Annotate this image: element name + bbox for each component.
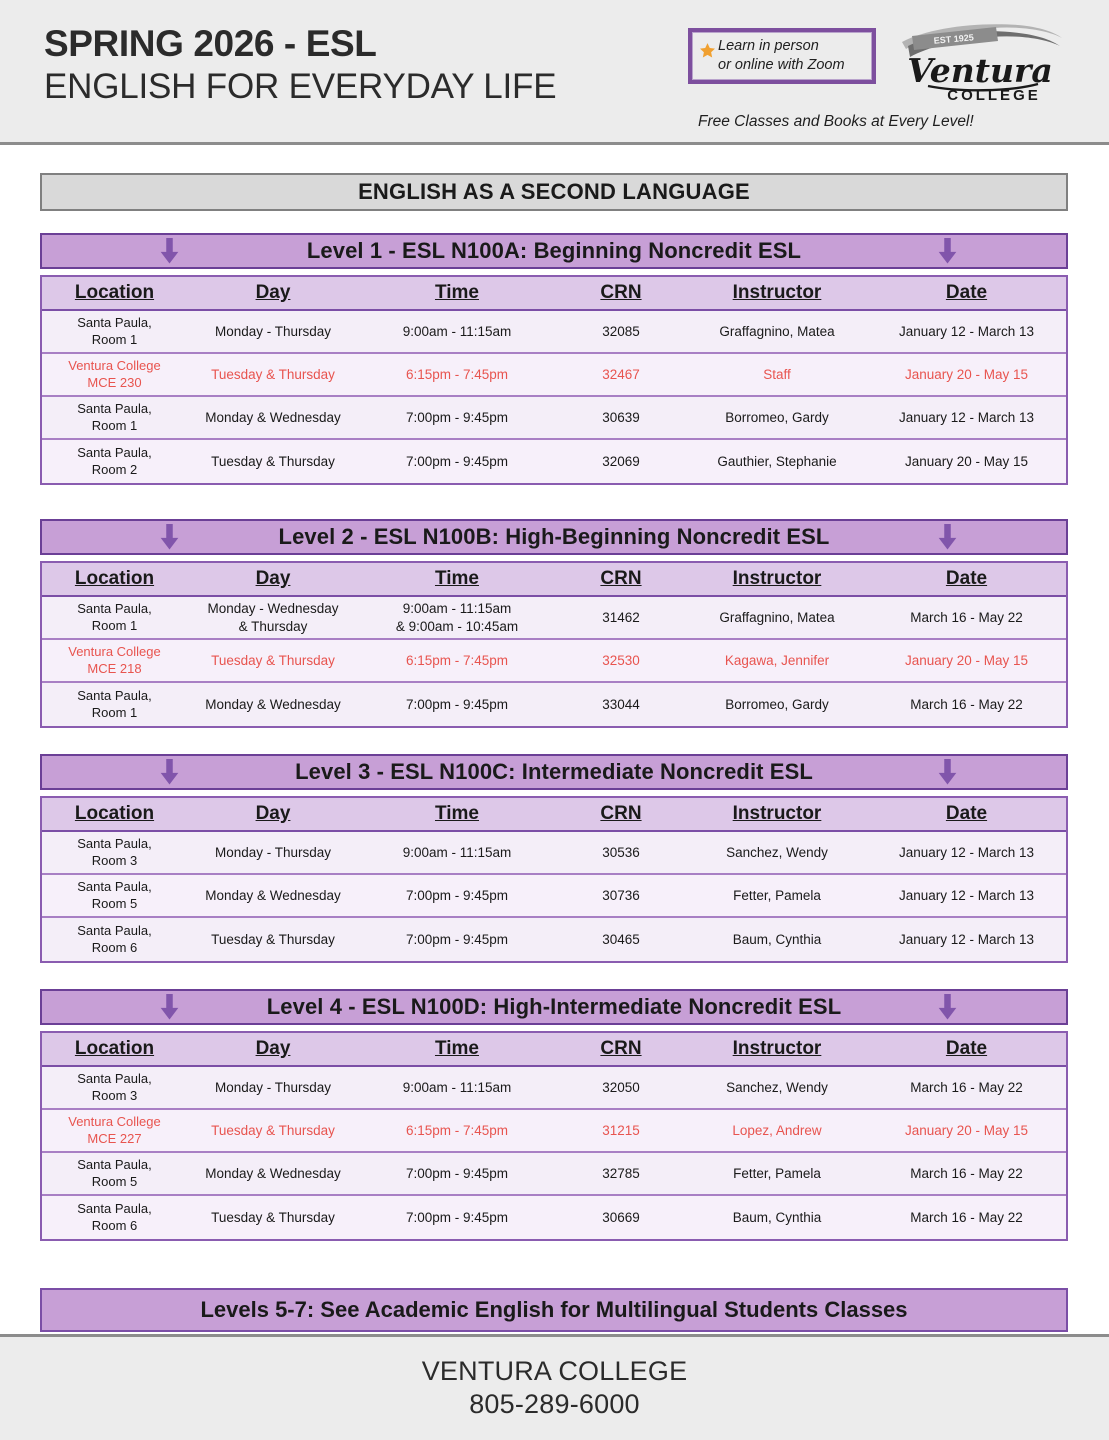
- table-row: [42, 1153, 1066, 1196]
- cell-crn: 32085: [602, 323, 640, 339]
- page-title: SPRING 2026 - ESL: [44, 23, 377, 64]
- column-header-instructor: Instructor: [732, 1037, 822, 1059]
- cell-instructor: Staff: [763, 366, 791, 382]
- level-section: [40, 233, 1068, 485]
- table-row: [42, 397, 1066, 440]
- cell-location: Santa Paula, Room 1: [77, 600, 152, 633]
- cell-date: January 12 - March 13: [898, 844, 1035, 860]
- column-header-day: Day: [255, 802, 291, 824]
- page-header: [0, 0, 1109, 145]
- cell-crn: 30465: [602, 931, 640, 947]
- cell-date: March 16 - May 22: [910, 609, 1023, 625]
- cell-location: Santa Paula, Room 6: [77, 1200, 152, 1233]
- level-schedule-table: [40, 561, 1068, 728]
- zoom-badge-text: [718, 37, 845, 76]
- footer-college-name: VENTURA COLLEGE: [421, 1356, 688, 1386]
- cell-instructor: Borromeo, Gardy: [725, 409, 829, 425]
- column-header-location: Location: [74, 281, 155, 303]
- table-row: [42, 918, 1066, 961]
- down-arrow-icon: [938, 524, 957, 550]
- header-title-block: [44, 22, 556, 107]
- cell-time: 7:00pm - 9:45pm: [405, 1165, 509, 1181]
- cell-instructor: Gauthier, Stephanie: [717, 453, 837, 469]
- cell-time: 9:00am - 11:15am & 9:00am - 10:45am: [395, 601, 519, 634]
- zoom-badge-inner: [692, 32, 872, 80]
- cell-day: Tuesday & Thursday: [211, 652, 335, 668]
- cell-location: Santa Paula, Room 5: [77, 1156, 152, 1189]
- cell-day: Tuesday & Thursday: [211, 1209, 335, 1225]
- table-row: [42, 597, 1066, 640]
- table-row: [42, 1196, 1066, 1239]
- cell-date: January 12 - March 13: [898, 887, 1035, 903]
- column-header-time: Time: [434, 281, 479, 303]
- cell-instructor: Graffagnino, Matea: [719, 323, 835, 339]
- cell-crn: 31462: [602, 609, 640, 625]
- level-title-bar: [40, 754, 1068, 790]
- cell-crn: 32467: [602, 366, 640, 382]
- column-header-time: Time: [434, 802, 479, 824]
- table-row: [42, 1067, 1066, 1110]
- table-header-row: [42, 561, 1066, 597]
- column-header-location: Location: [74, 567, 155, 589]
- ventura-college-logo: [898, 16, 1064, 104]
- cell-date: January 12 - March 13: [898, 409, 1035, 425]
- cell-day: Tuesday & Thursday: [211, 453, 335, 469]
- zoom-badge-line2: or online with Zoom: [718, 57, 845, 73]
- down-arrow-icon: [160, 994, 179, 1020]
- column-header-date: Date: [945, 802, 988, 824]
- column-header-instructor: Instructor: [732, 802, 822, 824]
- level-section: [40, 754, 1068, 963]
- cell-location: Ventura College MCE 230: [68, 357, 161, 390]
- cell-instructor: Baum, Cynthia: [732, 931, 822, 947]
- cell-location: Santa Paula, Room 2: [77, 444, 152, 477]
- cell-location: Ventura College MCE 218: [68, 643, 161, 676]
- level-title-bar: [40, 233, 1068, 269]
- column-header-location: Location: [74, 1037, 155, 1059]
- cell-time: 7:00pm - 9:45pm: [405, 696, 509, 712]
- levels-5-7-note: Levels 5-7: See Academic English for Multilingual Students Classes: [40, 1288, 1068, 1332]
- level-title-bar: [40, 989, 1068, 1025]
- cell-instructor: Baum, Cynthia: [732, 1209, 822, 1225]
- level-schedule-table: [40, 796, 1068, 963]
- cell-time: 7:00pm - 9:45pm: [405, 409, 509, 425]
- down-arrow-icon: [938, 759, 957, 785]
- cell-day: Monday - Thursday: [214, 844, 332, 860]
- cell-date: January 20 - May 15: [904, 453, 1029, 469]
- cell-crn: 32050: [602, 1079, 640, 1095]
- column-header-date: Date: [945, 567, 988, 589]
- cell-crn: 32530: [602, 652, 640, 668]
- cell-crn: 32785: [602, 1165, 640, 1181]
- cell-day: Monday & Wednesday: [205, 887, 341, 903]
- cell-crn: 30536: [602, 844, 640, 860]
- down-arrow-icon: [160, 759, 179, 785]
- cell-time: 9:00am - 11:15am: [402, 844, 512, 860]
- zoom-badge-line1: Learn in person: [718, 37, 819, 54]
- cell-date: January 20 - May 15: [904, 652, 1029, 668]
- column-header-date: Date: [945, 281, 988, 303]
- cell-date: March 16 - May 22: [910, 1209, 1023, 1225]
- cell-instructor: Lopez, Andrew: [732, 1122, 822, 1138]
- page-subtitle: ENGLISH FOR EVERYDAY LIFE: [44, 66, 557, 106]
- cell-day: Tuesday & Thursday: [211, 366, 335, 382]
- table-row: [42, 1110, 1066, 1153]
- column-header-date: Date: [945, 1037, 988, 1059]
- logo-est-text: EST 1925: [933, 32, 975, 46]
- table-row: [42, 354, 1066, 397]
- level-title-bar: [40, 519, 1068, 555]
- page-footer: [0, 1334, 1109, 1440]
- column-header-crn: CRN: [600, 567, 642, 589]
- level-title: Level 1 - ESL N100A: Beginning Noncredit ESL: [306, 238, 802, 263]
- cell-time: 6:15pm - 7:45pm: [405, 652, 509, 668]
- table-header-row: [42, 1031, 1066, 1067]
- table-row: [42, 875, 1066, 918]
- cell-date: March 16 - May 22: [910, 696, 1023, 712]
- star-icon: [699, 42, 716, 59]
- cell-day: Monday - Thursday: [214, 323, 332, 339]
- cell-time: 9:00am - 11:15am: [402, 1079, 512, 1095]
- cell-instructor: Fetter, Pamela: [733, 887, 821, 903]
- header-tagline: Free Classes and Books at Every Level!: [698, 113, 974, 130]
- level-section: [40, 519, 1068, 728]
- cell-location: Santa Paula, Room 1: [77, 400, 152, 433]
- cell-instructor: Borromeo, Gardy: [725, 696, 829, 712]
- cell-instructor: Graffagnino, Matea: [719, 609, 835, 625]
- column-header-time: Time: [434, 567, 479, 589]
- logo-wordmark-text: COLLEGE: [947, 87, 1041, 104]
- cell-time: 7:00pm - 9:45pm: [405, 1209, 509, 1225]
- column-header-day: Day: [255, 567, 291, 589]
- column-header-crn: CRN: [600, 1037, 642, 1059]
- column-header-crn: CRN: [600, 802, 642, 824]
- footer-phone: 805-289-6000: [469, 1389, 640, 1420]
- learn-in-person-or-zoom-badge: [688, 28, 876, 84]
- table-header-row: [42, 796, 1066, 832]
- cell-location: Ventura College MCE 227: [68, 1113, 161, 1146]
- table-row: [42, 311, 1066, 354]
- level-schedule-table: [40, 275, 1068, 485]
- cell-crn: 30736: [602, 887, 640, 903]
- logo-script-text: Ventura: [907, 51, 1053, 90]
- level-title: Level 4 - ESL N100D: High-Intermediate Noncredit ESL: [266, 994, 842, 1019]
- cell-instructor: Sanchez, Wendy: [726, 844, 828, 860]
- column-header-day: Day: [255, 1037, 291, 1059]
- down-arrow-icon: [938, 238, 957, 264]
- cell-date: January 12 - March 13: [898, 323, 1035, 339]
- cell-day: Tuesday & Thursday: [211, 1122, 335, 1138]
- column-header-crn: CRN: [600, 281, 642, 303]
- cell-day: Monday & Wednesday: [205, 696, 341, 712]
- level-section: [40, 989, 1068, 1241]
- cell-date: January 12 - March 13: [898, 931, 1035, 947]
- cell-instructor: Sanchez, Wendy: [726, 1079, 828, 1095]
- level-title: Level 3 - ESL N100C: Intermediate Noncredit ESL: [295, 759, 813, 784]
- cell-time: 7:00pm - 9:45pm: [405, 453, 509, 469]
- cell-instructor: Fetter, Pamela: [733, 1165, 821, 1181]
- cell-day: Monday - Wednesday & Thursday: [207, 601, 339, 634]
- cell-location: Santa Paula, Room 1: [77, 314, 152, 347]
- cell-date: January 20 - May 15: [904, 1122, 1029, 1138]
- cell-time: 6:15pm - 7:45pm: [405, 1122, 509, 1138]
- level-schedule-table: [40, 1031, 1068, 1241]
- cell-day: Tuesday & Thursday: [211, 931, 335, 947]
- cell-crn: 30639: [602, 409, 640, 425]
- cell-location: Santa Paula, Room 3: [77, 1070, 152, 1103]
- down-arrow-icon: [938, 994, 957, 1020]
- column-header-instructor: Instructor: [732, 567, 822, 589]
- cell-day: Monday - Thursday: [214, 1079, 332, 1095]
- cell-location: Santa Paula, Room 3: [77, 835, 152, 868]
- table-row: [42, 683, 1066, 726]
- cell-time: 9:00am - 11:15am: [402, 323, 512, 339]
- cell-location: Santa Paula, Room 1: [77, 687, 152, 720]
- cell-date: March 16 - May 22: [910, 1165, 1023, 1181]
- esl-section-banner: ENGLISH AS A SECOND LANGUAGE: [40, 173, 1068, 211]
- table-row: [42, 440, 1066, 483]
- cell-crn: 31215: [602, 1122, 640, 1138]
- cell-location: Santa Paula, Room 5: [77, 878, 152, 911]
- cell-crn: 33044: [602, 696, 640, 712]
- cell-day: Monday & Wednesday: [205, 409, 341, 425]
- cell-time: 6:15pm - 7:45pm: [405, 366, 509, 382]
- down-arrow-icon: [160, 524, 179, 550]
- column-header-day: Day: [255, 281, 291, 303]
- cell-time: 7:00pm - 9:45pm: [405, 931, 509, 947]
- table-header-row: [42, 275, 1066, 311]
- table-row: [42, 640, 1066, 683]
- cell-crn: 32069: [602, 453, 640, 469]
- down-arrow-icon: [160, 238, 179, 264]
- level-title: Level 2 - ESL N100B: High-Beginning Noncredit ESL: [278, 524, 830, 549]
- cell-date: January 20 - May 15: [904, 366, 1029, 382]
- column-header-instructor: Instructor: [732, 281, 822, 303]
- column-header-time: Time: [434, 1037, 479, 1059]
- cell-date: March 16 - May 22: [910, 1079, 1023, 1095]
- column-header-location: Location: [74, 802, 155, 824]
- cell-time: 7:00pm - 9:45pm: [405, 887, 509, 903]
- cell-crn: 30669: [602, 1209, 640, 1225]
- table-row: [42, 832, 1066, 875]
- cell-instructor: Kagawa, Jennifer: [724, 652, 830, 668]
- cell-day: Monday & Wednesday: [205, 1165, 341, 1181]
- cell-location: Santa Paula, Room 6: [77, 922, 152, 955]
